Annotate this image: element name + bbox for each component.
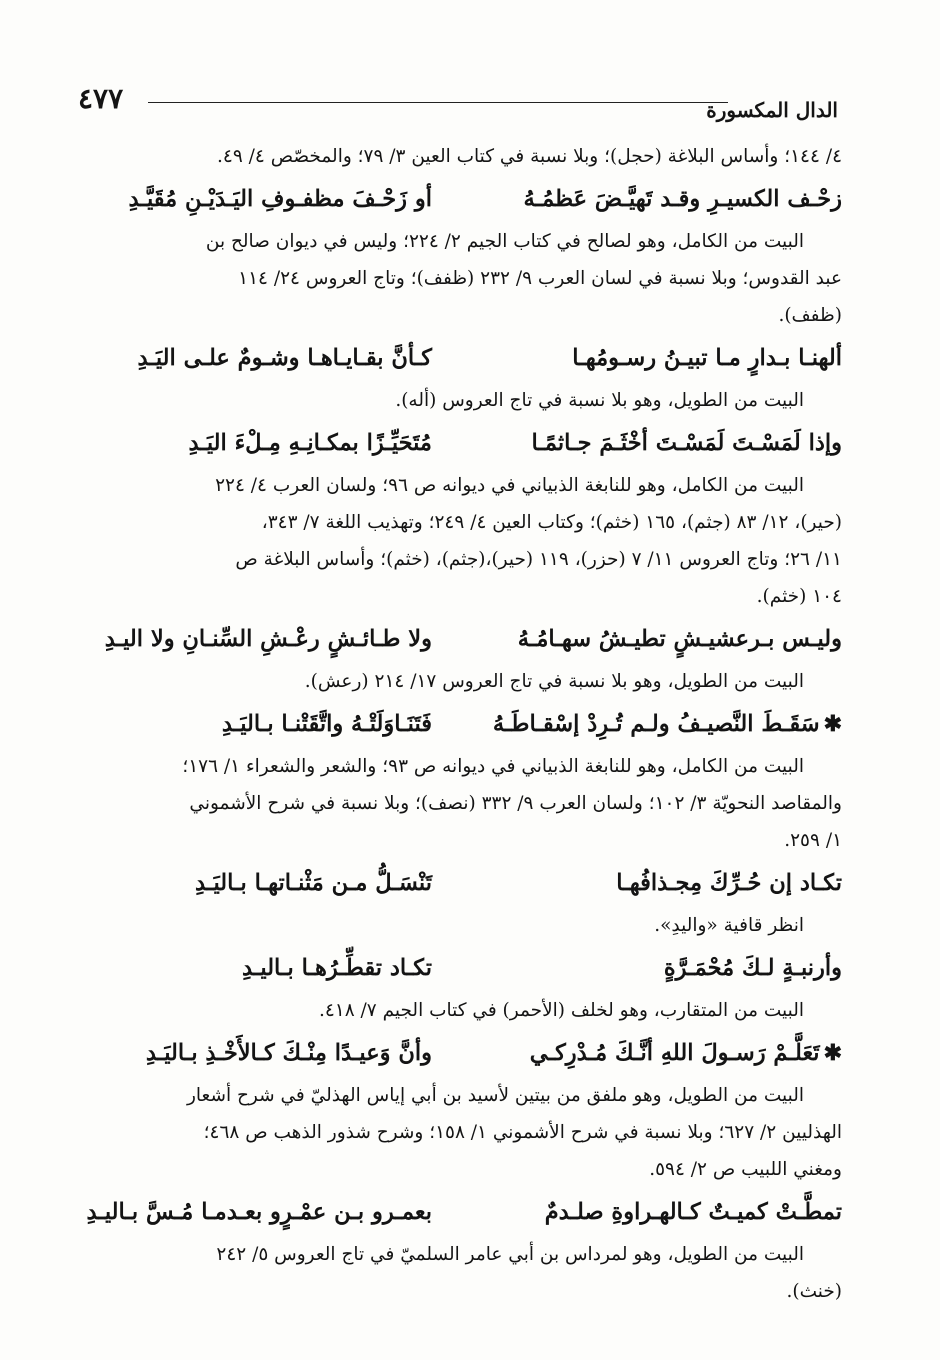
first-hemistich-text: وإذا لَمَسْـتَ لَمَسْـتَ أخْثَـمَ جـاثمًـا xyxy=(531,430,842,456)
note-line: البيت من الكامل، وهو للنابغة الذبياني في ديوانه ص ٩٦؛ ولسان العرب ٤/ ٢٢٤ xyxy=(215,475,804,496)
first-hemistich xyxy=(442,948,842,988)
running-title: الدال المكسورة xyxy=(706,98,838,122)
entry xyxy=(72,948,842,1029)
entry xyxy=(72,338,842,419)
verse-line xyxy=(72,338,842,378)
note-line: (خنث). xyxy=(786,1281,842,1302)
note-line: ٤/ ١٤٤؛ وأساس البلاغة (حجل)؛ وبلا نسبة في كتاب العين ٣/ ٧٩؛ والمخصّص ٤/ ٤٩. xyxy=(217,146,842,167)
verse-line xyxy=(72,1033,842,1073)
second-hemistich: أو زَحْـفَ مظفـوفِ اليَـدَيْـنِ مُقَيَّـدِ xyxy=(128,186,432,212)
verse-line xyxy=(72,179,842,219)
entry xyxy=(72,704,842,859)
verse-line xyxy=(72,948,842,988)
first-hemistich xyxy=(442,1033,842,1073)
first-hemistich-text: تمطَّـتْ كميـتٌ كـالهـراوةِ صلـدمٌ xyxy=(544,1199,842,1225)
page-body xyxy=(72,138,842,1310)
asterisk-mark: ✱ xyxy=(823,1040,842,1066)
first-hemistich-text: سَقَـطَ النَّصيـفُ ولـم تُـرِدْ إسْقـاطَـهُ xyxy=(492,711,820,737)
first-hemistich xyxy=(442,423,842,463)
note-line: البيت من الطويل، وهو بلا نسبة في تاج العروس (أله). xyxy=(395,390,804,411)
second-hemistich: بعمـرو بـن عمْـرٍو بعـدمـا مُـسَّ بـاليـدِ xyxy=(86,1199,432,1225)
note-line: والمقاصد النحويّة ٣/ ١٠٢؛ ولسان العرب ٩/ ٣٣٢ (نصف)؛ وبلا نسبة في شرح الأشموني xyxy=(189,793,842,814)
note-line: ومغني اللبيب ص ٢/ ٥٩٤. xyxy=(649,1159,842,1180)
second-hemistich: ولا طـائـشٍ رعْـشِ السِّنـانِ ولا اليـدِ xyxy=(104,626,432,652)
second-hemistich: وأنَّ وَعيـدًا مِنْـكَ كـالأَخْـذِ بـاليَـدِ xyxy=(145,1040,432,1066)
first-hemistich xyxy=(442,1192,842,1232)
note-line: البيت من الكامل، وهو للنابغة الذبياني في ديوانه ص ٩٣؛ والشعر والشعراء ١/ ١٧٦؛ xyxy=(182,756,804,777)
first-hemistich-text: زحْـف الكسيـرِ وقـد تَهيَّـضَ عَظمُـهُ xyxy=(523,186,842,212)
first-hemistich-text: ألهنـا بـدارٍ مـا تبيـنُ رسـومُهـا xyxy=(572,345,842,371)
note-line: ١١/ ٢٦؛ وتاج العروس ١١/ ٧ (حزر)، ١١٩ (حير)،(جثم)، (خثم)؛ وأساس البلاغة ص xyxy=(235,549,842,570)
second-hemistich: فَتَنَـاوَلَتْـهُ واتَّقَتْنـا بـاليَـدِ xyxy=(221,711,432,737)
entry xyxy=(72,1033,842,1188)
entry xyxy=(72,863,842,944)
verse-line xyxy=(72,423,842,463)
asterisk-mark: ✱ xyxy=(823,711,842,737)
note-line: (ظفف). xyxy=(778,305,842,326)
first-hemistich-text: وليـس بـرعشيـشٍ تطيـشُ سهـامُـهُ xyxy=(517,626,842,652)
entry xyxy=(72,423,842,615)
note-line: البيت من المتقارب، وهو لخلف (الأحمر) في كتاب الجيم ٧/ ٤١٨. xyxy=(318,1000,804,1021)
first-hemistich xyxy=(442,863,842,903)
note-line: البيت من الطويل، وهو ملفق من بيتين لأسيد بن أبي إياس الهذليّ في شرح أشعار xyxy=(186,1085,804,1106)
verse-line xyxy=(72,863,842,903)
note-line: البيت من الكامل، وهو لصالح في كتاب الجيم ٢/ ٢٢٤؛ وليس في ديوان صالح بن xyxy=(205,231,804,252)
verse-line xyxy=(72,1192,842,1232)
first-hemistich xyxy=(442,704,842,744)
second-hemistich: كـأنَّ بقـايـاهـا وشـومٌ علـى اليَـدِ xyxy=(137,345,432,371)
verse-line xyxy=(72,619,842,659)
verse-line xyxy=(72,704,842,744)
first-hemistich xyxy=(442,619,842,659)
note-line: ١٠٤ (خثم). xyxy=(756,586,842,607)
note-line: البيت من الطويل، وهو بلا نسبة في تاج العروس ١٧/ ٢١٤ (رعش). xyxy=(304,671,804,692)
first-hemistich xyxy=(442,338,842,378)
note-line: البيت من الطويل، وهو لمرداس بن أبي عامر السلميّ في تاج العروس ٥/ ٢٤٢ xyxy=(216,1244,804,1265)
entry xyxy=(72,1192,842,1310)
note-line: (حير)، ١٢/ ٨٣ (جثم)، ١٦٥ (خثم)؛ وكتاب العين ٤/ ٢٤٩؛ وتهذيب اللغة ٧/ ٣٤٣، xyxy=(261,512,842,533)
header-rule xyxy=(148,102,728,103)
note-line: انظر قافية «واليدِ». xyxy=(654,915,804,936)
entry xyxy=(72,179,842,334)
first-hemistich xyxy=(442,179,842,219)
page-number: ٤٧٧ xyxy=(78,82,124,115)
page-header xyxy=(78,82,838,122)
first-hemistich-text: تكـاد إن حُـرِّكَ مِجـذافُهـا xyxy=(616,870,842,896)
note-line: الهذليين ٢/ ٦٢٧؛ وبلا نسبة في شرح الأشموني ١/ ١٥٨؛ وشرح شذور الذهب ص ٤٦٨؛ xyxy=(203,1122,842,1143)
note-line: ١/ ٢٥٩. xyxy=(784,830,842,851)
second-hemistich: تكـاد تقطِّـرُهـا بـاليـدِ xyxy=(242,955,432,981)
second-hemistich: تَنْسَـلُّ مـن مَثْنـاتهـا بـاليَـدِ xyxy=(195,870,432,896)
first-hemistich-text: تَعَلَّـمْ رَسـولَ اللهِ أنَّـكَ مُـدْرِكـي xyxy=(529,1040,820,1066)
first-hemistich-text: وأرنبـةٍ لـكَ مُحْمَـرَّةٍ xyxy=(663,955,842,981)
second-hemistich: مُتَحَيِّـزًا بمكـانِـهِ مِـلْءَ اليَـدِ xyxy=(188,430,432,456)
entry xyxy=(72,619,842,700)
entry xyxy=(72,138,842,175)
note-line: عبد القدوس؛ وبلا نسبة في لسان العرب ٩/ ٢٣٢ (ظفف)؛ وتاج العروس ٢٤/ ١١٤ xyxy=(238,268,842,289)
